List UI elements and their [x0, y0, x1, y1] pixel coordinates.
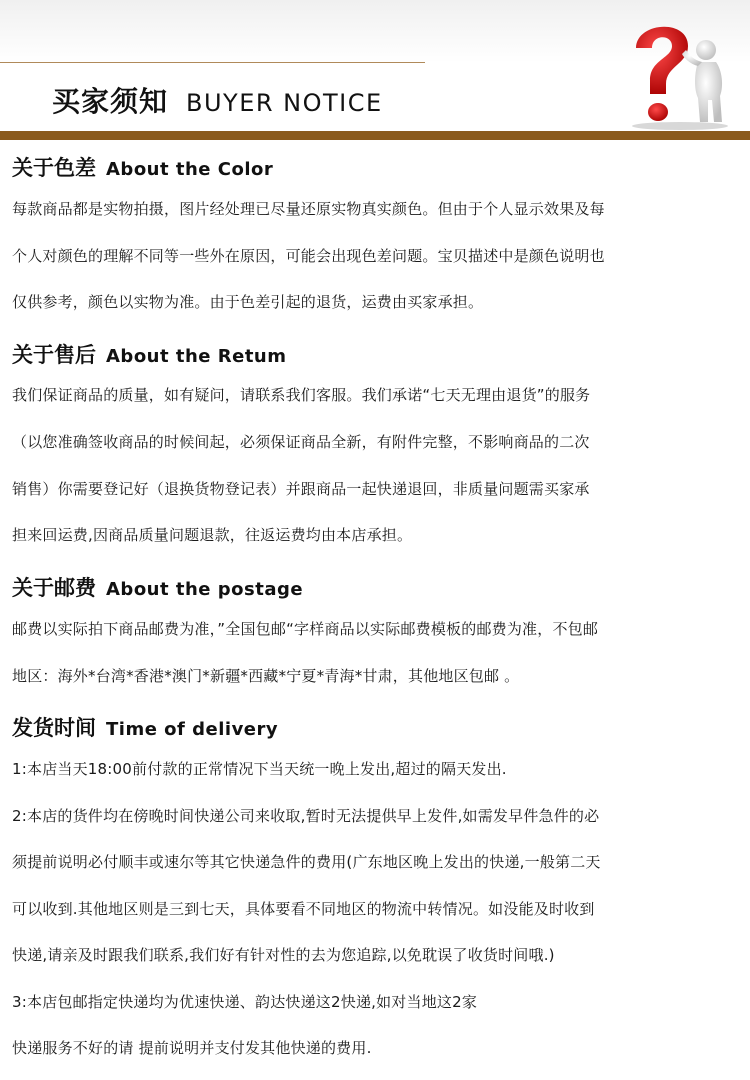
section-title-delivery: 发货时间 Time of delivery: [12, 716, 279, 740]
page-title-en: BUYER NOTICE: [186, 89, 383, 117]
color-line: 仅供参考，颜色以实物为准。由于色差引起的退货，运费由买家承担。: [12, 293, 484, 311]
header-banner: [0, 0, 750, 140]
question-mark-figure-icon: [622, 14, 732, 132]
return-line: 我们保证商品的质量，如有疑问，请联系我们客服。我们承诺“七天无理由退货”的服务: [12, 386, 591, 404]
delivery-line: 快递服务不好的请 提前说明并支付发其他快递的费用.: [12, 1039, 372, 1057]
delivery-line: 2:本店的货件均在傍晚时间快递公司来收取,暂时无法提供早上发件,如需发早件急件的必: [12, 807, 600, 825]
section-title-color: 关于色差 About the Color: [12, 156, 274, 180]
delivery-line: 可以收到.其他地区则是三到七天，具体要看不同地区的物流中转情况。如没能及时收到: [12, 900, 595, 918]
return-line: （以您准确签收商品的时候间起，必须保证商品全新，有附件完整，不影响商品的二次: [12, 433, 590, 451]
section-title-return: 关于售后 About the Retum: [12, 343, 287, 367]
header-divider: [0, 62, 425, 63]
section-title-postage: 关于邮费 About the postage: [12, 576, 304, 600]
return-line: 销售）你需要登记好（退换货物登记表）并跟商品一起快递退回，非质量问题需买家承: [12, 480, 590, 498]
color-line: 个人对颜色的理解不同等一些外在原因，可能会出现色差问题。宝贝描述中是颜色说明也: [12, 247, 605, 265]
delivery-line: 1:本店当天18:00前付款的正常情况下当天统一晚上发出,超过的隔天发出.: [12, 760, 507, 778]
page-title: [52, 80, 383, 120]
delivery-line: 须提前说明必付顺丰或速尔等其它快递急件的费用(广东地区晚上发出的快递,一般第二天: [12, 853, 601, 871]
postage-line: 地区：海外*台湾*香港*澳门*新疆*西藏*宁夏*青海*甘肃，其他地区包邮 。: [12, 667, 520, 685]
page-title-zh: 买家须知: [52, 85, 169, 118]
delivery-line: 快递,请亲及时跟我们联系,我们好有针对性的去为您追踪,以免耽误了收货时间哦.): [12, 946, 555, 964]
delivery-line: 3:本店包邮指定快递均为优速快递、韵达快递这2快递,如对当地这2家: [12, 993, 478, 1011]
header-bar: [0, 131, 750, 140]
return-line: 担来回运费,因商品质量问题退款，往返运费均由本店承担。: [12, 526, 413, 544]
color-line: 每款商品都是实物拍摄，图片经处理已尽量还原实物真实颜色。但由于个人显示效果及每: [12, 200, 605, 218]
postage-line: 邮费以实际拍下商品邮费为准，”全国包邮“字样商品以实际邮费模板的邮费为准，不包邮: [12, 620, 599, 638]
